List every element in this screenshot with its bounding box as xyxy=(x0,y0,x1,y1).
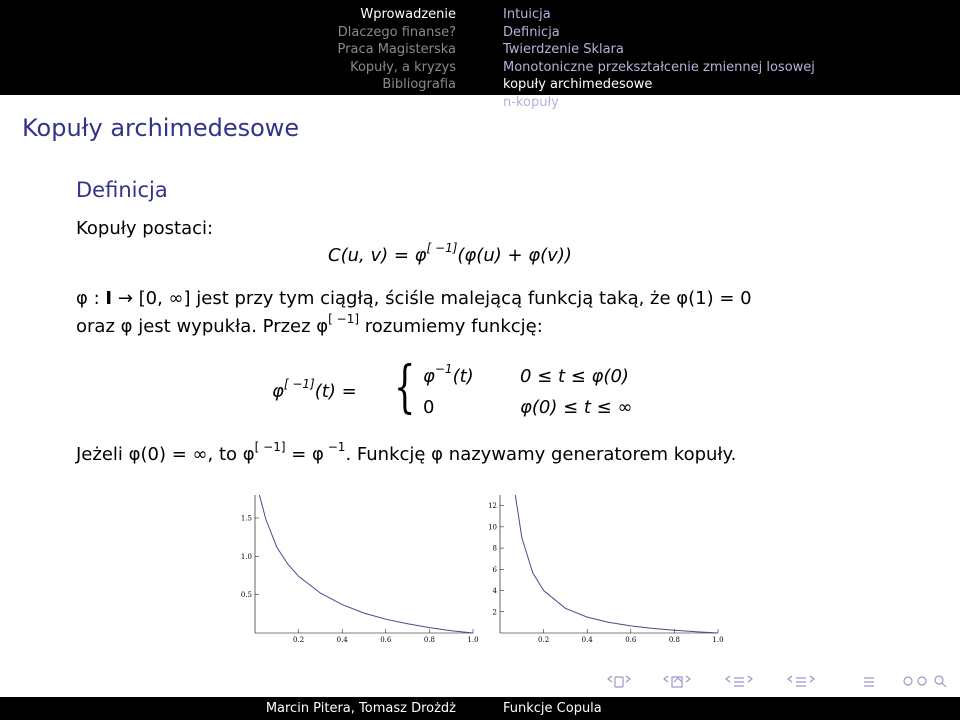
document-prev-icon xyxy=(788,676,792,682)
case1-expression xyxy=(423,362,474,387)
y-tick-label: 6 xyxy=(492,565,497,574)
pseudo-inverse-sup: [ −1] xyxy=(328,312,360,326)
nav-subsection-n-kopuly[interactable]: n-kopuły xyxy=(503,94,559,110)
text-rozumiemy: rozumiemy funkcję: xyxy=(359,316,543,337)
beamer-navigation-symbols xyxy=(606,672,950,692)
authors-text: Marcin Pitera, Tomasz Drożdż xyxy=(265,701,456,716)
frame-prev-icon xyxy=(608,676,612,682)
case2-expression: 0 xyxy=(423,397,435,418)
document-next-icon xyxy=(810,676,814,682)
case2-condition: φ(0) ≤ t ≤ ∞ xyxy=(520,397,633,418)
nav-section-praca-magisterska[interactable]: Praca Magisterska xyxy=(337,42,456,58)
series-line xyxy=(259,495,473,633)
text-oraz: oraz φ jest wypukła. Przez φ xyxy=(76,316,329,337)
outline-icon xyxy=(864,678,874,686)
document-icon xyxy=(796,678,806,686)
condition-line-2 xyxy=(76,312,543,337)
condition-line-1 xyxy=(76,288,752,309)
main-equation xyxy=(328,241,572,266)
section-navigation xyxy=(0,6,490,94)
frame-next-icon xyxy=(626,676,630,682)
x-tick-label: 0.8 xyxy=(668,636,680,644)
subsection-prev-icon xyxy=(664,676,668,682)
y-tick-label: 1.0 xyxy=(240,552,252,561)
section-prev-icon xyxy=(726,676,730,682)
last-a: Jeżeli φ(0) = ∞, to φ xyxy=(76,444,255,465)
nav-subsection-definicja[interactable]: Definicja xyxy=(503,24,560,40)
frame-icon xyxy=(615,677,623,687)
generator-plot-left xyxy=(225,485,485,645)
section-icon xyxy=(734,678,744,686)
pw-phi: φ xyxy=(272,381,284,402)
nav-subsection-intuicja[interactable]: Intuicja xyxy=(503,7,551,22)
x-tick-label: 0.6 xyxy=(380,636,392,644)
last-c: . Funkcję φ nazywamy generatorem kopuły. xyxy=(345,444,737,465)
piecewise-lhs xyxy=(272,377,357,402)
y-tick-label: 8 xyxy=(492,544,497,553)
nav-section-kopuly-a-kryzys[interactable]: Kopuły, a kryzys xyxy=(350,59,456,75)
subsection-next-icon xyxy=(686,676,690,682)
generator-plot-right xyxy=(470,485,730,645)
series-line xyxy=(515,495,718,633)
last-b: = φ xyxy=(285,444,324,465)
x-tick-label: 0.4 xyxy=(336,636,348,644)
block-title: Definicja xyxy=(76,178,168,202)
pw-rest: (t) = xyxy=(314,381,357,402)
eq-rhs: (φ(u) + φ(v)) xyxy=(457,245,572,266)
eq-lhs: C(u, v) = φ xyxy=(328,245,427,266)
nav-section-bibliografia[interactable]: Bibliografia xyxy=(382,77,456,93)
text-phi-colon: φ : xyxy=(76,288,106,309)
footer-authors xyxy=(0,697,480,720)
search-icon xyxy=(935,676,943,684)
intro-text: Kopuły postaci: xyxy=(76,218,214,239)
y-tick-label: 1.5 xyxy=(240,514,252,523)
nav-subsection-monotoniczne[interactable]: Monotoniczne przekształcenie zmiennej losowej xyxy=(503,59,815,75)
nav-subsection-twierdzenie-sklara[interactable]: Twierdzenie Sklara xyxy=(503,42,624,58)
footer-bar xyxy=(0,697,960,720)
case1-sup: −1 xyxy=(434,362,453,376)
x-tick-label: 1.0 xyxy=(467,636,479,644)
subsection-navigation xyxy=(503,6,960,112)
x-tick-label: 0.6 xyxy=(625,636,637,644)
unit-interval-symbol: I xyxy=(105,288,113,309)
frame-title: Kopuły archimedesowe xyxy=(22,114,300,142)
nav-section-dlaczego-finanse[interactable]: Dlaczego finanse? xyxy=(337,24,456,40)
y-tick-label: 10 xyxy=(488,523,497,532)
section-next-icon xyxy=(748,676,752,682)
case1-condition: 0 ≤ t ≤ φ(0) xyxy=(520,366,629,387)
x-tick-label: 1.0 xyxy=(712,636,724,644)
text-condition: → [0, ∞] jest przy tym ciągłą, ściśle malejącą funkcją taką, że φ(1) = 0 xyxy=(112,288,752,309)
y-tick-label: 12 xyxy=(488,502,497,511)
y-tick-label: 4 xyxy=(492,587,497,596)
header-navigation-bar xyxy=(0,0,960,110)
footer-title: Funkcje Copula xyxy=(503,701,602,716)
forward-icon xyxy=(918,677,926,685)
pw-sup: [ −1] xyxy=(283,377,315,391)
back-icon xyxy=(904,677,912,685)
last-sup: [ −1] xyxy=(254,440,286,454)
x-tick-label: 0.4 xyxy=(581,636,593,644)
case1-phi: φ xyxy=(423,366,435,387)
x-tick-label: 0.2 xyxy=(538,636,550,644)
y-tick-label: 0.5 xyxy=(240,591,252,600)
conclusion-line xyxy=(76,440,737,465)
nav-subsection-kopuly-archimedesowe[interactable]: kopuły archimedesowe xyxy=(503,77,653,93)
last-sup2: −1 xyxy=(323,440,346,454)
x-tick-label: 0.8 xyxy=(423,636,435,644)
eq-sup: [ −1] xyxy=(426,241,458,255)
x-tick-label: 0.2 xyxy=(293,636,305,644)
left-brace: { xyxy=(394,355,416,420)
y-tick-label: 2 xyxy=(492,608,497,617)
case1-rest: (t) xyxy=(452,366,474,387)
nav-section-wprowadzenie[interactable]: Wprowadzenie xyxy=(360,7,456,22)
